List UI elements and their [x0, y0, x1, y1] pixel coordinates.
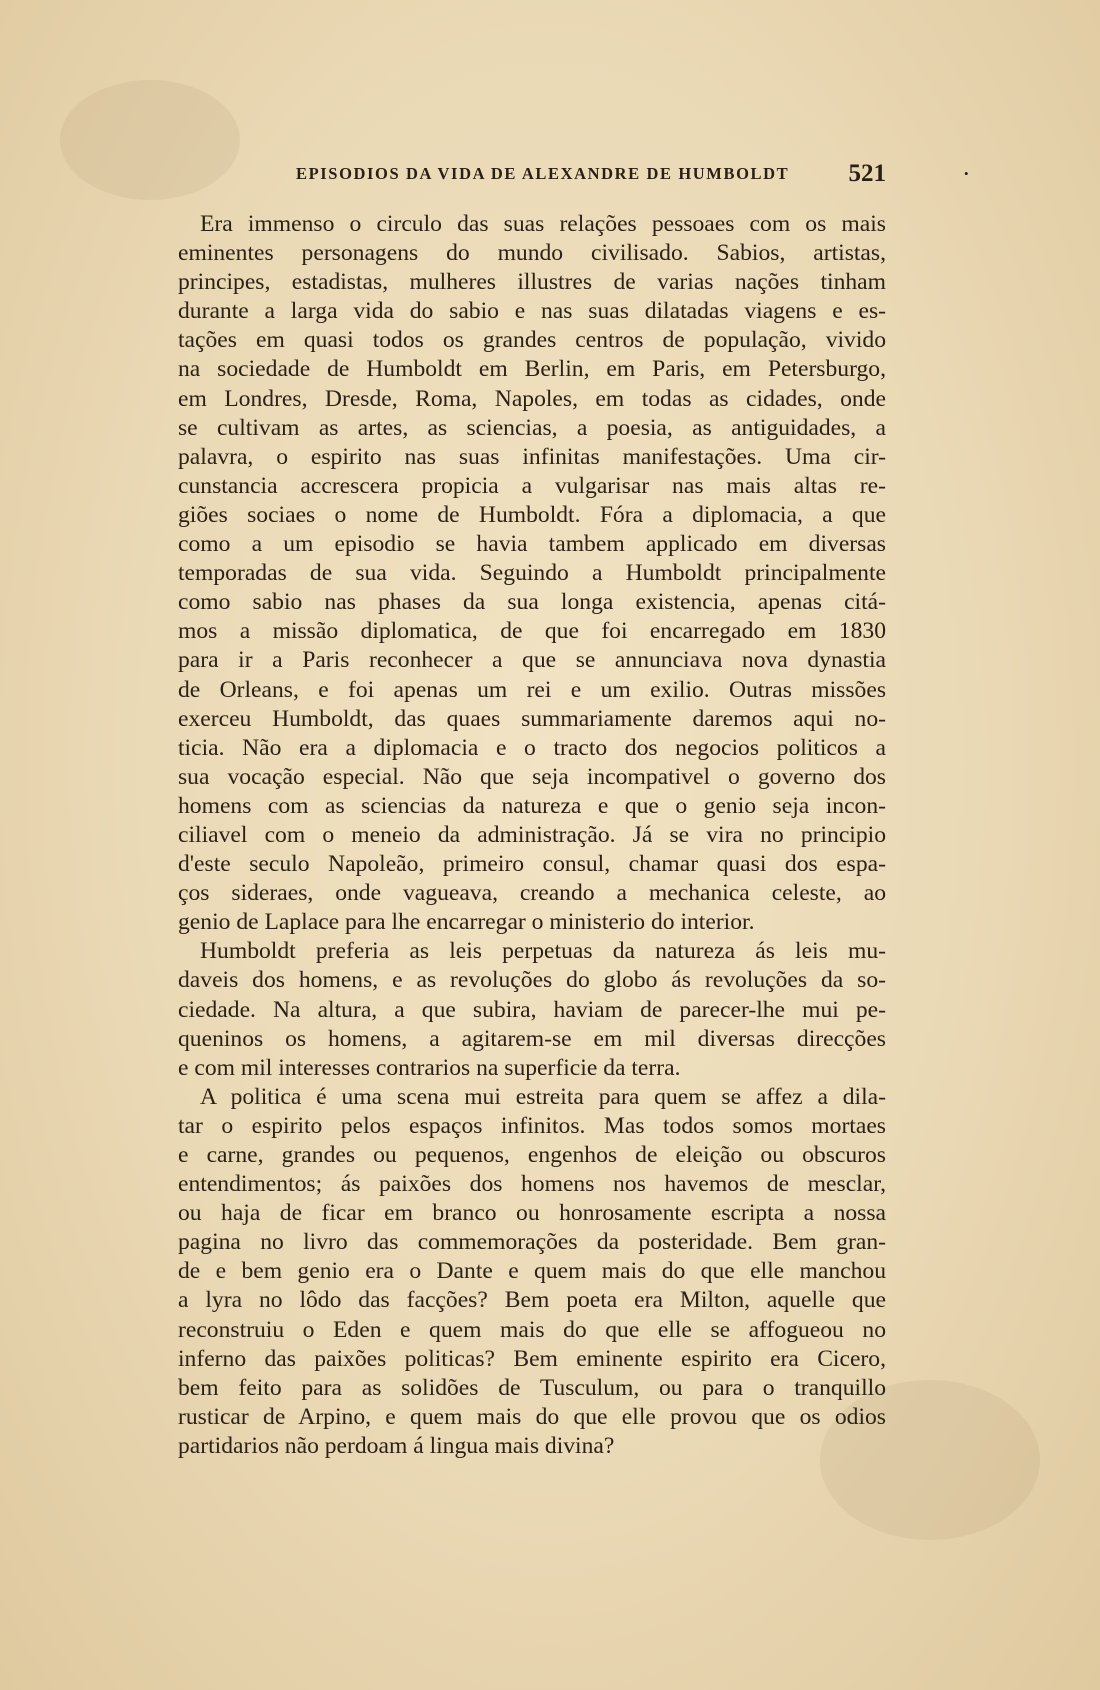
running-header [178, 160, 969, 190]
text-line: eminentes personagens do mundo civilisado. Sabios, artistas, [178, 240, 886, 267]
text-line: homens com as sciencias da natureza e que o genio seja incon- [178, 792, 886, 819]
body-text [178, 210, 886, 1461]
running-title: EPISODIOS DA VIDA DE ALEXANDRE DE HUMBOLDT [296, 164, 790, 183]
text-line: d'este seculo Napoleão, primeiro consul, chamar quasi dos espa- [178, 851, 886, 878]
text-line: e carne, grandes ou pequenos, engenhos de eleição ou obscuros [178, 1142, 886, 1168]
text-line: Humboldt preferia as leis perpetuas da natureza ás leis mu- [200, 938, 886, 965]
text-line: ticia. Não era a diplomacia e o tracto dos negocios politicos a [178, 734, 886, 761]
page-number: 521 [848, 160, 886, 187]
text-line: cunstancia accrescera propicia a vulgarisar nas mais altas re- [178, 472, 886, 499]
text-line: para ir a Paris reconhecer a que se annunciava nova dynastia [178, 647, 886, 674]
text-line: Era immenso o circulo das suas relações pessoaes com os mais [200, 211, 886, 237]
text-line: mos a missão diplomatica, de que foi encarregado em 1830 [178, 618, 886, 645]
text-line: tações em quasi todos os grandes centros de população, vivido [178, 327, 886, 354]
text-line: se cultivam as artes, as sciencias, a poesia, as antiguidades, a [178, 414, 886, 441]
text-line: queninos os homens, a agitarem-se em mil diversas direcções [178, 1025, 886, 1052]
text-line: ou haja de ficar em branco ou honrosamente escripta a nossa [178, 1200, 886, 1227]
text-line: ços sideraes, onde vagueava, creando a mechanica celeste, ao [178, 880, 886, 907]
header-bullet: • [964, 166, 969, 181]
text-line: bem feito para as solidões de Tusculum, ou para o tranquillo [178, 1374, 886, 1401]
text-line: de e bem genio era o Dante e quem mais do que elle manchou [178, 1258, 886, 1285]
text-line: palavra, o espirito nas suas infinitas manifestações. Uma cir- [178, 443, 886, 470]
text-line: giões sociaes o nome de Humboldt. Fóra a diplomacia, a que [178, 501, 886, 528]
text-line: tar o espirito pelos espaços infinitos. Mas todos somos mortaes [178, 1112, 886, 1139]
text-line: ciedade. Na altura, a que subira, haviam de parecer-lhe mui pe- [178, 996, 886, 1023]
text-line: sua vocação especial. Não que seja incompativel o governo dos [178, 763, 886, 790]
text-line: temporadas de sua vida. Seguindo a Humboldt principalmente [178, 560, 886, 587]
text-line: a lyra no lôdo das facções? Bem poeta era Milton, aquelle que [178, 1287, 886, 1314]
text-line: pagina no livro das commemorações da posteridade. Bem gran- [178, 1229, 886, 1256]
text-line: durante a larga vida do sabio e nas suas dilatadas viagens e es- [178, 298, 886, 325]
text-line: de Orleans, e foi apenas um rei e um exilio. Outras missões [178, 676, 886, 703]
text-line: inferno das paixões politicas? Bem eminente espirito era Cicero, [178, 1345, 886, 1372]
text-line: em Londres, Dresde, Roma, Napoles, em todas as cidades, onde [178, 385, 886, 412]
text-line: como a um episodio se havia tambem applicado em diversas [178, 531, 886, 558]
text-line: principes, estadistas, mulheres illustres de varias nações tinham [178, 269, 886, 296]
text-line: partidarios não perdoam á lingua mais divina? [178, 1432, 615, 1459]
text-line: ciliavel com o meneio da administração. Já se vira no principio [178, 821, 886, 848]
text-line: rusticar de Arpino, e quem mais do que elle provou que os odios [178, 1403, 886, 1430]
text-line: como sabio nas phases da sua longa existencia, apenas citá- [178, 589, 886, 616]
text-line: daveis dos homens, e as revoluções do globo ás revoluções da so- [178, 967, 886, 994]
text-line: na sociedade de Humboldt em Berlin, em Paris, em Petersburgo, [178, 356, 886, 383]
text-line: entendimentos; ás paixões dos homens nos havemos de mesclar, [178, 1171, 886, 1198]
text-line: A politica é uma scena mui estreita para quem se affez a dila- [200, 1083, 886, 1110]
text-line: e com mil interesses contrarios na superficie da terra. [178, 1054, 681, 1081]
text-line: genio de Laplace para lhe encarregar o ministerio do interior. [178, 909, 755, 936]
text-line: reconstruiu o Eden e quem mais do que elle se affogueou no [178, 1316, 886, 1343]
text-line: exerceu Humboldt, das quaes summariamente daremos aqui no- [178, 705, 886, 732]
